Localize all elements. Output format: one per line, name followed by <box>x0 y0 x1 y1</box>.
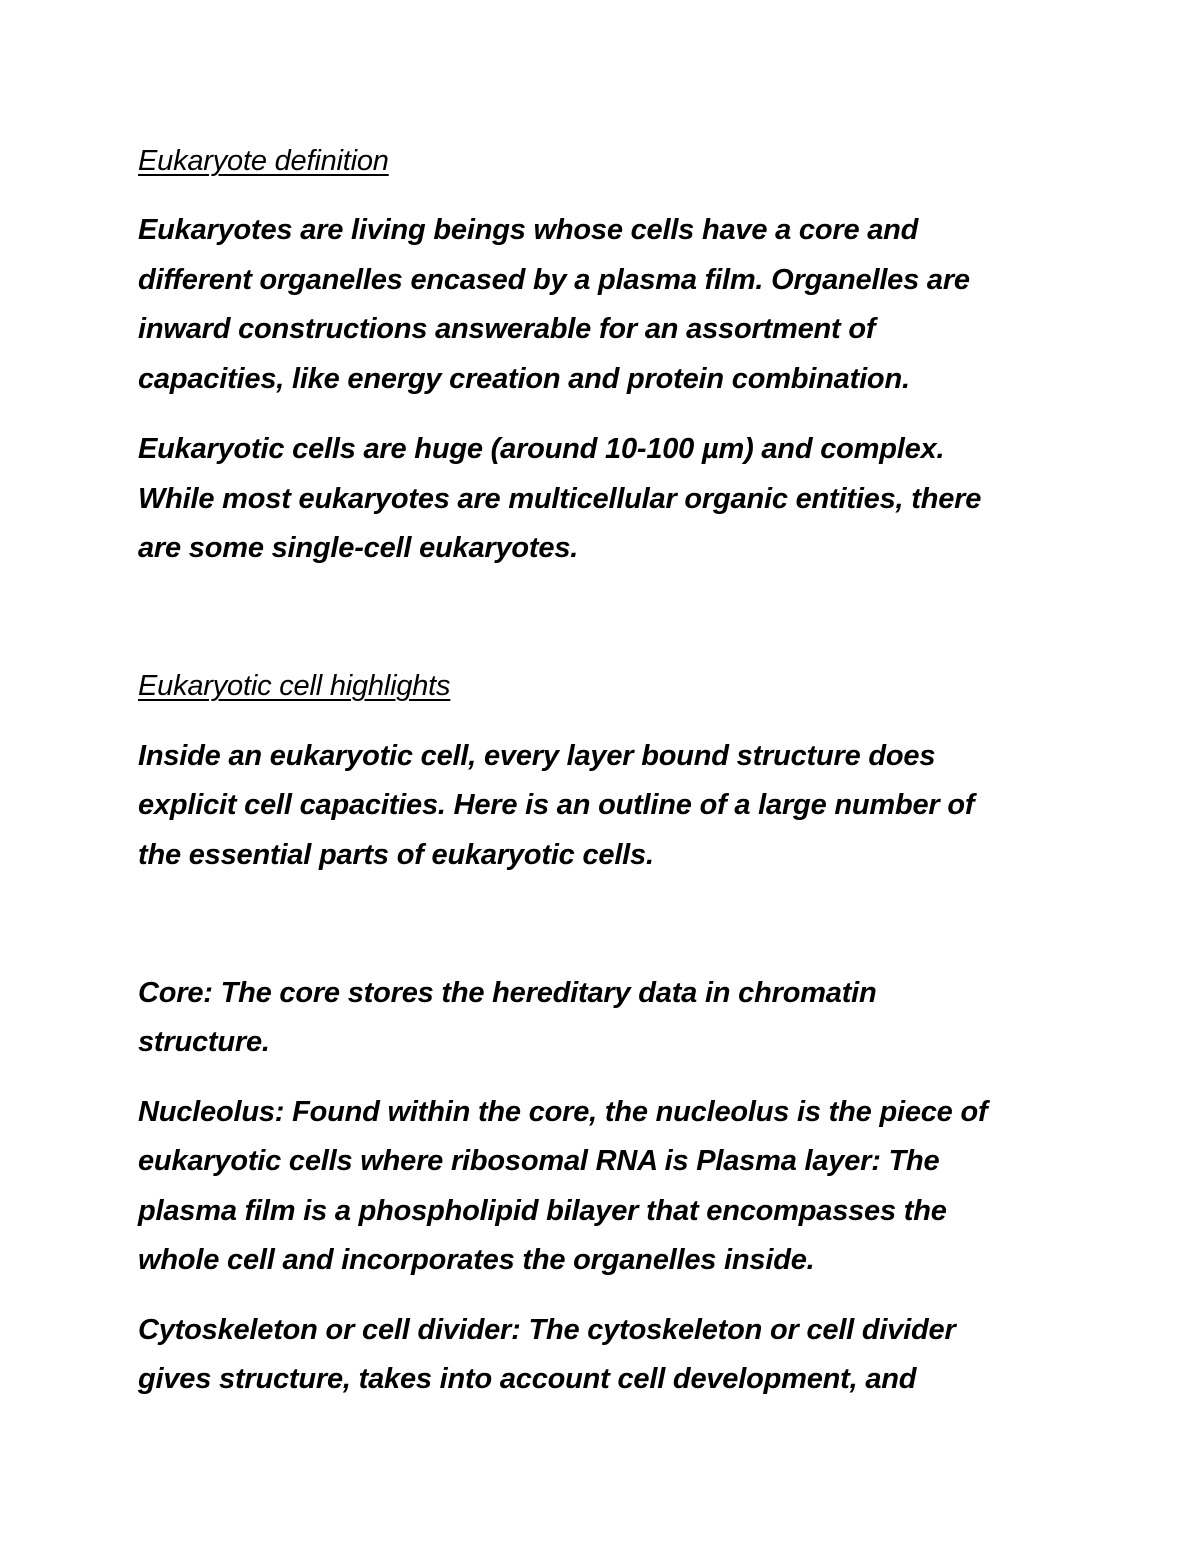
paragraph-line: the essential parts of eukaryotic cells. <box>138 839 654 871</box>
paragraph-line: different organelles encased by a plasma film. Organelles are <box>138 264 970 296</box>
paragraph-line: Eukaryotic cells are huge (around 10-100 µm) and complex. <box>138 433 945 465</box>
paragraph-line: are some single-cell eukaryotes. <box>138 532 579 564</box>
heading-eukaryote-definition: Eukaryote definition <box>138 145 389 177</box>
paragraph-line: Eukaryotes are living beings whose cells have a core and <box>138 214 919 246</box>
paragraph-line: plasma film is a phospholipid bilayer that encompasses the <box>138 1195 947 1227</box>
paragraph-line: capacities, like energy creation and protein combination. <box>138 363 910 395</box>
paragraph-line: inward constructions answerable for an assortment of <box>138 313 876 345</box>
paragraph-line: Cytoskeleton or cell divider: The cytoskeleton or cell divider <box>138 1314 956 1346</box>
paragraph-line: Nucleolus: Found within the core, the nucleolus is the piece of <box>138 1096 988 1128</box>
paragraph-line: While most eukaryotes are multicellular organic entities, there <box>138 483 982 515</box>
paragraph-line: whole cell and incorporates the organelles inside. <box>138 1244 815 1276</box>
paragraph-line: gives structure, takes into account cell development, and <box>138 1363 917 1395</box>
paragraph-line: eukaryotic cells where ribosomal RNA is Plasma layer: The <box>138 1145 940 1177</box>
heading-eukaryotic-cell-highlights: Eukaryotic cell highlights <box>138 670 451 702</box>
paragraph-line: structure. <box>138 1026 270 1058</box>
paragraph-line: explicit cell capacities. Here is an outline of a large number of <box>138 789 975 821</box>
paragraph-line: Core: The core stores the hereditary data in chromatin <box>138 977 877 1009</box>
paragraph-line: Inside an eukaryotic cell, every layer bound structure does <box>138 740 936 772</box>
